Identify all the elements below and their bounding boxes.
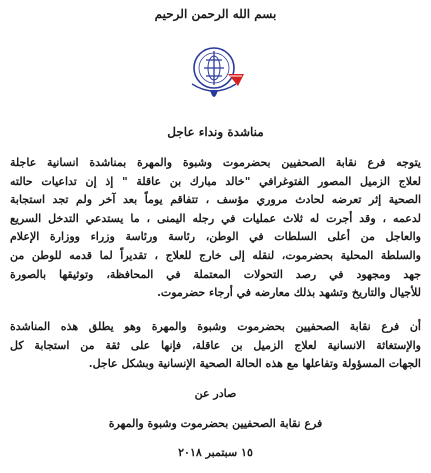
document-title: مناشدة ونداء عاجل [167, 125, 264, 139]
paragraph-line: الجهات المسؤولة وتفاعلها مع هذه الحالة الصحية الإنسانية وبشكل عاجل. [88, 357, 421, 371]
paragraph-line: أن فرع نقابة الصحفيين بحضرموت وشبوة والمهرة وهو يطلق هذه المناشدة [10, 320, 421, 333]
syndicate-emblem-logo [188, 38, 250, 110]
paragraph-line: والعاجل من أعلى السلطات في الوطن، رئاسة ورئاسة وزراء ووزارة الإعلام [10, 230, 421, 244]
paragraph-line: يتوجه فرع نقابة الصحفيين بحضرموت وشبوة والمهرة بمناشدة انسانية عاجلة [10, 156, 421, 169]
paragraph-line: الصحية إثر تعرضه لحادث مروري مؤسف ، تتفاقم يوماً بعد آخر ولم تجد استجابة [10, 193, 421, 207]
basmala-heading: بسم الله الرحمن الرحيم [154, 7, 277, 21]
paragraph-line: جهد ومجهود في رصد التحولات المعتملة في المحافظة، وتوثيقها بالصورة [10, 267, 421, 281]
paragraph-line: للأجيال والتاريخ وتشهد بذلك معارضه في أرجاء حضرموت. [157, 286, 421, 300]
issued-by-label: صادر عن [194, 387, 237, 400]
closing-paragraph [10, 318, 421, 374]
paragraph-line: لعلاج الزميل المصور الفتوغرافي "خالد مبارك بن عاقلة " إذ إن تداعيات حالته [10, 174, 421, 188]
organization-name: فرع نقابة الصحفيين بحضرموت وشبوة والمهرة [108, 417, 323, 430]
document-date: ١٥ سبتمبر ٢٠١٨ [178, 446, 253, 459]
paragraph-line: والإستغاثة الانسانية لعلاج الزميل بن عاقلة، فإنها على ثقة من استجابة كل [10, 338, 421, 352]
appeal-paragraph [10, 154, 421, 303]
paragraph-line: لدعمه ، وقد أجرت له ثلاث عمليات في رجله اليمنى ، ما يستدعي التدخل السريع [10, 211, 421, 225]
paragraph-line: والسلطة المحلية بحضرموت، لنقله إلى خارج للعلاج ، تقديراً لما قدمه للوطن من [10, 248, 421, 262]
